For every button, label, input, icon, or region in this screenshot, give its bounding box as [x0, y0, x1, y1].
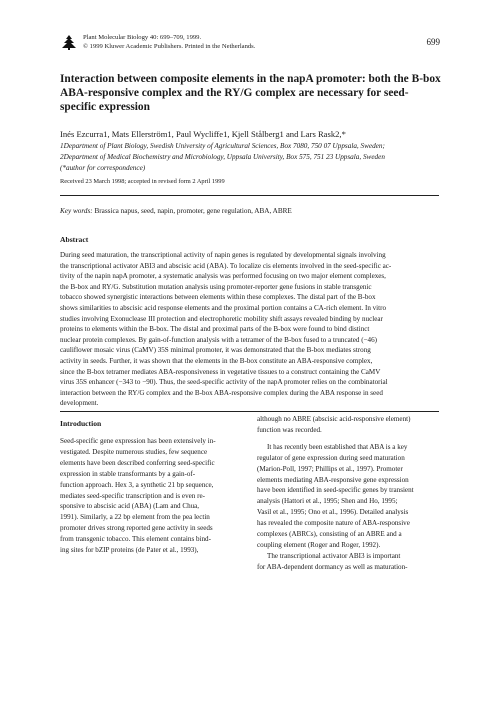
introduction-left-column [60, 436, 244, 556]
abstract-body [60, 250, 442, 409]
text-line: for ABA-dependent dormancy as well as maturation- [257, 562, 408, 571]
introduction-heading: Introduction [60, 419, 102, 428]
text-line: virus 35S enhancer (−343 to −90). Thus, the seed-specific activity of the napA promoter relies on the combinatorial [60, 378, 388, 387]
text-line: tivity of the napin napA promoter, a systematic analysis was performed focusing on two major element complexes, [60, 272, 386, 281]
text-line: The transcriptional activator ABI3 is important [267, 551, 401, 560]
text-line: studies involving Exonuclease III protection and electrophoretic mobility shift assays revealed binding by nuclear [60, 314, 383, 323]
text-line: the transcriptional activator ABI3 and abscisic acid (ABA). To localize cis elements involved in the seed-specific ac- [60, 261, 392, 270]
paper-title: Interaction between composite elements in the napA promoter: both the B-box ABA-responsive complex and the RY/G complex are necessary for seed-specific expression [60, 73, 441, 113]
text-line: Seed-specific gene expression has been extensively in- [60, 437, 216, 445]
introduction-right-column [257, 414, 441, 573]
text-line: analysis (Hattori et al., 1995; Shen and Ho, 1995; [257, 497, 398, 506]
received-dates: Received 23 March 1998; accepted in revised form 2 April 1999 [60, 178, 225, 185]
text-line: have been identified in seed-specific genes by transient [257, 486, 414, 495]
keywords [60, 207, 292, 215]
text-line: mediates seed-specific transcription and is even re- [60, 491, 205, 500]
text-line: tobacco showed synergistic interactions between elements within these complexes. The distal part of the B-box [60, 293, 376, 302]
text-line: although no ABRE (abscisic acid-responsive element) [257, 415, 411, 423]
keywords-text: Brassica napus, seed, napin, promoter, gene regulation, ABA, ABRE [94, 207, 292, 215]
text-line: sponsive to abscisic acid (ABA) (Lam and Chua, [60, 502, 200, 511]
page-number: 699 [426, 37, 440, 47]
text-line: function was recorded. [257, 425, 322, 434]
text-line: activity in seeds. Further, it was shown that the elements in the B-box constitute an ABA-responsive complex, [60, 356, 373, 365]
text-line: regulator of gene expression during seed maturation [257, 453, 405, 462]
text-line: has revealed the composite nature of ABA-responsive [257, 519, 410, 528]
text-line: promoter drives strong reported gene activity in seeds [60, 524, 213, 533]
text-line: elements mediating ABA-responsive gene expression [257, 475, 409, 484]
text-line: from transgenic tobacco. This element contains bind- [60, 535, 211, 544]
text-line: ing sites for bZIP proteins (de Pater et al., 1993), [60, 546, 199, 555]
journal-line-1: Plant Molecular Biology 40: 699–709, 1999. [83, 34, 202, 41]
text-line: expression in stable transformants by a gain-of- [60, 469, 196, 478]
text-line: coupling element (Roger and Roger, 1992). [257, 540, 381, 549]
text-line: It has recently been established that ABA is a key [267, 442, 408, 451]
text-line: (Marion-Poll, 1997; Phillips et al., 1997). Promoter [257, 464, 403, 473]
text-line: cauliflower mosaic virus (CaMV) 35S minimal promoter, it was demonstrated that the B-box mediates strong [60, 346, 371, 355]
text-line: During seed maturation, the transcriptional activity of napin genes is regulated by developmental signals involving [60, 251, 386, 259]
text-line: proteins to elements within the B-box. The distal and proximal parts of the B-box were found to bind distinct [60, 325, 370, 334]
abstract-heading: Abstract [60, 235, 89, 244]
text-line: Vasil et al., 1995; Ono et al., 1996). Detailed analysis [257, 508, 409, 517]
affiliation-2: 2Department of Medical Biochemistry and Microbiology, Uppsala University, Box 575, 751 23 Uppsala, Sweden [60, 153, 385, 161]
journal-info [83, 33, 255, 51]
publisher-logo-icon [60, 34, 78, 50]
text-line: elements have been described conferring seed-specific [60, 458, 215, 467]
journal-line-2: © 1999 Kluwer Academic Publishers. Printed in the Netherlands. [83, 43, 256, 50]
text-line: nuclear protein complexes. By gain-of-function analysis with a tetramer of the B-box fused to a truncated (−46) [60, 335, 378, 344]
text-line: since the B-box tetramer mediates ABA-responsiveness in vegetative tissues to a construct containing the CaMV [60, 367, 381, 376]
correspondence-note: (*author for correspondence) [60, 164, 146, 172]
text-line: function approach. Hex 3, a synthetic 21 bp sequence, [60, 480, 214, 489]
text-line: development. [60, 399, 99, 408]
text-line: interaction between the RY/G complex and the B-box ABA-responsive complex during the ABA response in seed [60, 388, 383, 397]
affiliations [60, 141, 460, 174]
text-line: shows similarities to abscisic acid response elements and the proximal portion contains a CA-rich element. In vitro [60, 303, 387, 312]
text-line: the B-box and RY/G. Substitution mutation analysis using promoter-reporter gene fusions in stable transgenic [60, 282, 372, 291]
text-line: 1991). Similarly, a 22 bp element from the pea lectin [60, 513, 210, 522]
author-list: Inés Ezcurra1, Mats Ellerström1, Paul Wycliffe1, Kjell Stålberg1 and Lars Rask2,* [60, 129, 346, 139]
divider-bottom [60, 411, 439, 412]
text-line: vestigated. Despite numerous studies, few sequence [60, 447, 208, 456]
text-line: complexes (ABRCs), consisting of an ABRE and a [257, 530, 402, 539]
divider-top [60, 195, 439, 196]
keywords-label: Key words: [60, 207, 93, 215]
affiliation-1: 1Department of Plant Biology, Swedish University of Agricultural Sciences, Box 7080, 750 07 Uppsala, Sweden; [60, 142, 385, 150]
